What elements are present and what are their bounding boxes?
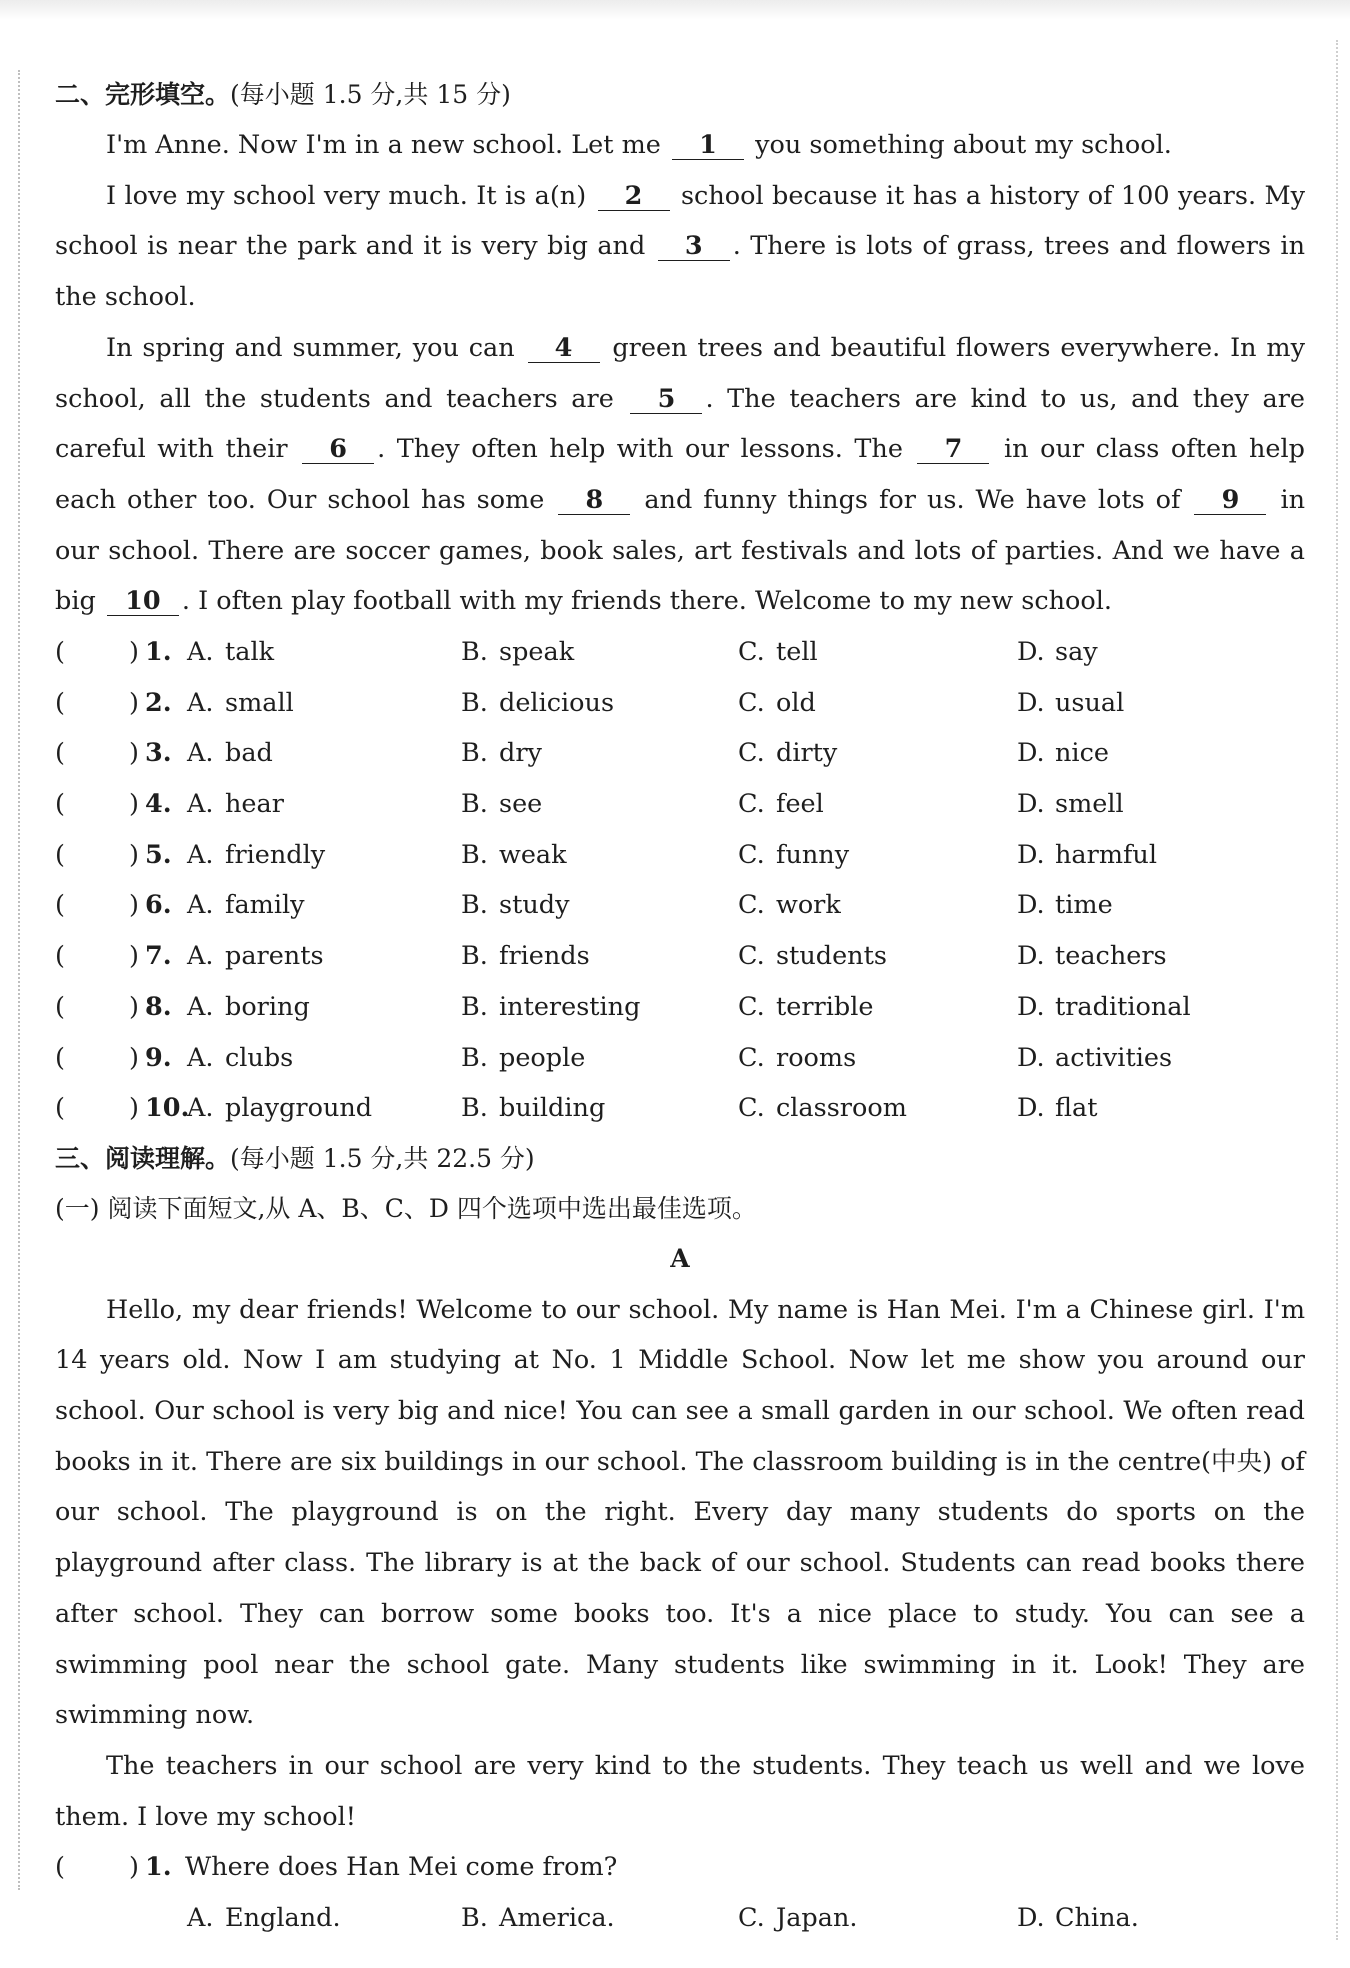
cloze-question-row bbox=[55, 779, 1305, 830]
option-b: B. dry bbox=[461, 738, 542, 769]
section-2-score-note: (每小题 1.5 分,共 15 分) bbox=[230, 80, 511, 109]
option-a: A. small bbox=[187, 687, 294, 718]
cloze-paragraph-2 bbox=[55, 171, 1305, 323]
cloze-question-row bbox=[55, 931, 1305, 982]
option-a: A. parents bbox=[187, 941, 324, 972]
option-b: B. America. bbox=[461, 1903, 615, 1934]
cloze-text: I'm Anne. Now I'm in a new school. Let me bbox=[106, 130, 661, 160]
option-b: B. see bbox=[461, 789, 543, 820]
cloze-blank-9: 9 bbox=[1194, 486, 1266, 515]
question-number: 2. bbox=[145, 687, 172, 718]
option-c: C. Japan. bbox=[738, 1903, 858, 1934]
cloze-text: green trees and beautiful flowers everywhere. In my school, all the students and teachers are bbox=[55, 332, 1305, 414]
option-d: D. activities bbox=[1017, 1042, 1173, 1073]
cloze-options-list bbox=[55, 627, 1305, 1134]
option-c: C. tell bbox=[738, 637, 818, 668]
cloze-text: In spring and summer, you can bbox=[106, 332, 515, 363]
option-a: A. friendly bbox=[187, 839, 326, 870]
option-d: D. traditional bbox=[1017, 991, 1191, 1022]
cloze-text: in our school. There are soccer games, book sales, art festivals and lots of parties. And we have a big bbox=[55, 484, 1306, 617]
right-margin-rule bbox=[1336, 40, 1338, 1940]
option-d: D. flat bbox=[1017, 1093, 1098, 1124]
section-2-heading bbox=[55, 70, 1305, 120]
answer-paren-open: ( bbox=[55, 738, 65, 769]
option-b: B. delicious bbox=[461, 687, 615, 718]
option-b: B. weak bbox=[461, 839, 567, 870]
option-c: C. old bbox=[738, 687, 816, 718]
cloze-blank-10: 10 bbox=[107, 587, 179, 616]
cloze-blank-7: 7 bbox=[917, 435, 989, 464]
option-d: D. harmful bbox=[1017, 839, 1158, 870]
option-a: A. hear bbox=[187, 789, 284, 820]
left-margin-rule bbox=[18, 70, 20, 1890]
option-c: C. feel bbox=[738, 789, 824, 820]
option-c: C. students bbox=[738, 941, 887, 972]
question-number: 10. bbox=[145, 1093, 190, 1124]
option-a: A. bad bbox=[187, 738, 273, 769]
option-a: A. England. bbox=[187, 1903, 341, 1934]
cloze-blank-3: 3 bbox=[658, 232, 730, 261]
answer-paren-open: ( bbox=[55, 991, 65, 1022]
section-3-score-note: (每小题 1.5 分,共 22.5 分) bbox=[230, 1143, 535, 1173]
section-3-heading bbox=[55, 1134, 1305, 1184]
section-3-title: 三、阅读理解。 bbox=[55, 1143, 231, 1173]
answer-paren-open: ( bbox=[55, 1042, 65, 1073]
answer-paren-open: ( bbox=[55, 890, 65, 921]
answer-paren-close: ) bbox=[129, 789, 139, 820]
answer-paren-close: ) bbox=[129, 941, 139, 972]
option-a: A. talk bbox=[187, 637, 275, 668]
option-a: A. boring bbox=[187, 991, 310, 1022]
cloze-blank-1: 1 bbox=[672, 131, 744, 160]
option-b: B. speak bbox=[461, 637, 575, 668]
question-number: 5. bbox=[145, 839, 172, 870]
answer-paren-close: ) bbox=[129, 637, 139, 668]
option-a: A. family bbox=[187, 890, 305, 921]
question-number: 6. bbox=[145, 890, 172, 921]
top-shadow bbox=[0, 0, 1350, 20]
answer-paren-close: ) bbox=[129, 991, 139, 1022]
cloze-blank-4: 4 bbox=[528, 334, 600, 363]
option-d: D. nice bbox=[1017, 738, 1109, 769]
option-c: C. terrible bbox=[738, 991, 874, 1022]
worksheet-content bbox=[55, 70, 1305, 1944]
cloze-question-row bbox=[55, 830, 1305, 881]
option-d: D. China. bbox=[1017, 1903, 1139, 1934]
cloze-text: in our class often help each other too. Our school has some bbox=[55, 434, 1305, 515]
question-number: 1. bbox=[145, 1852, 172, 1883]
answer-paren-open: ( bbox=[55, 1093, 65, 1124]
option-c: C. work bbox=[738, 890, 841, 921]
answer-paren-close: ) bbox=[129, 687, 139, 718]
answer-paren-close: ) bbox=[129, 1042, 139, 1073]
question-number: 1. bbox=[145, 637, 172, 668]
option-a: A. clubs bbox=[187, 1042, 294, 1073]
answer-paren-close: ) bbox=[129, 890, 139, 921]
passage-label: A bbox=[670, 1243, 690, 1273]
question-number: 3. bbox=[145, 738, 172, 769]
option-c: C. dirty bbox=[738, 738, 838, 769]
cloze-text: . They often help with our lessons. The bbox=[377, 434, 903, 465]
cloze-question-row bbox=[55, 1083, 1305, 1134]
reading-instruction: (一) 阅读下面短文,从 A、B、C、D 四个选项中选出最佳选项。 bbox=[55, 1193, 757, 1223]
cloze-paragraph-3 bbox=[55, 323, 1305, 627]
answer-paren-open: ( bbox=[55, 789, 65, 820]
option-b: B. friends bbox=[461, 941, 590, 972]
cloze-text: . I often play football with my friends there. Welcome to my new school. bbox=[181, 586, 1112, 617]
question-number: 9. bbox=[145, 1042, 172, 1073]
cloze-question-row bbox=[55, 627, 1305, 678]
cloze-blank-6: 6 bbox=[302, 435, 374, 464]
reading-paragraph-2: The teachers in our school are very kind to the students. They teach us well and we love them. I love my school! bbox=[55, 1750, 1305, 1832]
answer-paren-close: ) bbox=[129, 839, 139, 870]
cloze-blank-5: 5 bbox=[630, 385, 702, 414]
option-c: C. rooms bbox=[738, 1042, 857, 1073]
cloze-text: . The teachers are kind to us, and they are careful with their bbox=[55, 383, 1306, 465]
answer-paren-close: ) bbox=[129, 738, 139, 769]
cloze-question-row bbox=[55, 982, 1305, 1033]
answer-paren-open: ( bbox=[55, 839, 65, 870]
question-number: 4. bbox=[145, 789, 172, 820]
cloze-question-row bbox=[55, 678, 1305, 729]
option-b: B. people bbox=[461, 1042, 586, 1073]
answer-paren-close: ) bbox=[129, 1852, 139, 1883]
cloze-text: you something about my school. bbox=[755, 130, 1172, 160]
cloze-blank-8: 8 bbox=[558, 486, 630, 515]
cloze-text: school because it has a history of 100 years. My school is near the park and it is very big and bbox=[55, 180, 1305, 262]
option-d: D. teachers bbox=[1017, 941, 1167, 972]
answer-paren-open: ( bbox=[55, 1852, 65, 1883]
cloze-question-row bbox=[55, 880, 1305, 931]
option-c: C. funny bbox=[738, 839, 850, 870]
cloze-text: . There is lots of grass, trees and flowers in the school. bbox=[55, 231, 1305, 313]
cloze-question-row bbox=[55, 1033, 1305, 1084]
option-b: B. building bbox=[461, 1093, 606, 1124]
answer-paren-open: ( bbox=[55, 637, 65, 668]
cloze-text: and funny things for us. We have lots of bbox=[644, 484, 1181, 515]
option-d: D. smell bbox=[1017, 789, 1124, 820]
option-d: D. time bbox=[1017, 890, 1113, 921]
cloze-paragraph-1 bbox=[55, 120, 1305, 171]
option-b: B. study bbox=[461, 890, 570, 921]
answer-paren-open: ( bbox=[55, 941, 65, 972]
option-b: B. interesting bbox=[461, 991, 641, 1022]
cloze-question-row bbox=[55, 728, 1305, 779]
option-a: A. playground bbox=[187, 1093, 373, 1124]
answer-paren-open: ( bbox=[55, 687, 65, 718]
option-d: D. usual bbox=[1017, 687, 1125, 718]
option-c: C. classroom bbox=[738, 1093, 907, 1124]
cloze-text: I love my school very much. It is a(n) bbox=[106, 180, 587, 211]
reading-question-1-options bbox=[55, 1893, 1305, 1944]
question-number: 8. bbox=[145, 991, 172, 1022]
reading-question-1 bbox=[55, 1842, 1305, 1893]
question-number: 7. bbox=[145, 941, 172, 972]
question-text: Where does Han Mei come from? bbox=[185, 1852, 618, 1883]
reading-paragraph-1: Hello, my dear friends! Welcome to our school. My name is Han Mei. I'm a Chinese girl. I'm 14 years old. Now I am studying at No. 1 Middle School. Now let me show you around our school. Our school is very big and nice! You can see a small garden in our school. We often read books in it. There are six buildings in our school. The classroom building is in the centre(中央) of our school. The playground is on the right. Every day many students do sports on the playground after class. The library is at the back of our school. Students can read books there after school. They can borrow some books too. It's a nice place to study. You can see a swimming pool near the school gate. Many students like swimming in it. Look! They are swimming now. bbox=[55, 1294, 1305, 1731]
section-2-title: 二、完形填空。 bbox=[55, 80, 231, 109]
answer-paren-close: ) bbox=[129, 1093, 139, 1124]
option-d: D. say bbox=[1017, 637, 1098, 668]
cloze-blank-2: 2 bbox=[598, 182, 670, 211]
